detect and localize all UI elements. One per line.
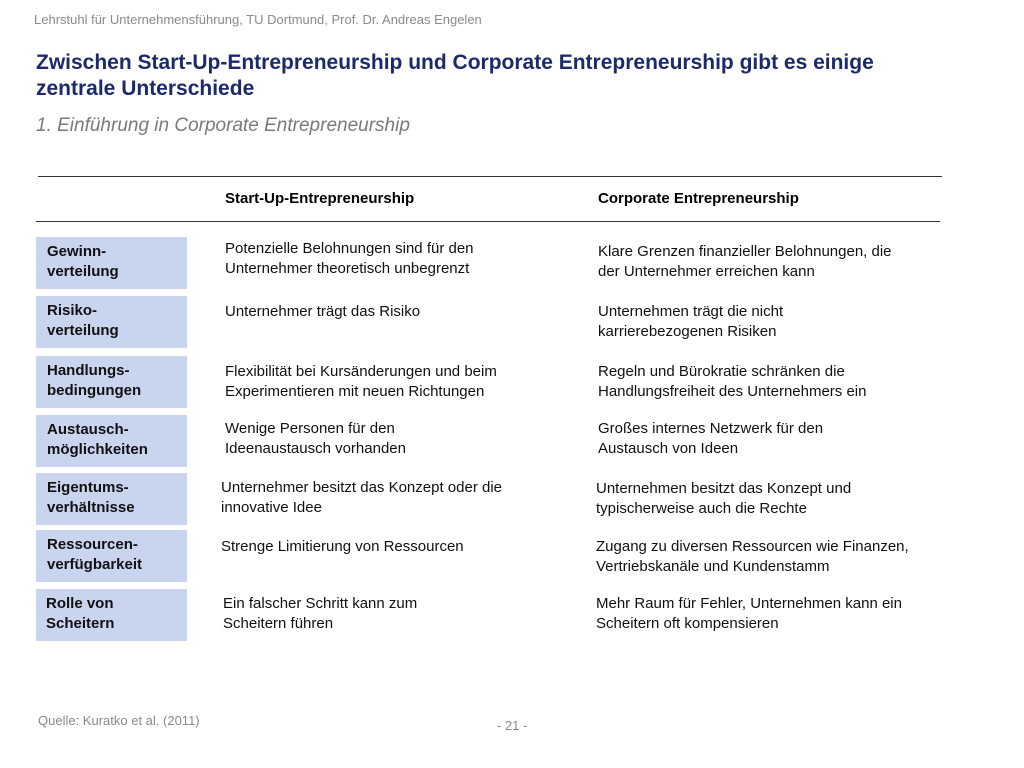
slide-subtitle: 1. Einführung in Corporate Entrepreneurship (36, 115, 410, 136)
cell-line: Mehr Raum für Fehler, Unternehmen kann ein (596, 595, 902, 612)
cell-startup-eigentumsverhaeltnisse (221, 478, 502, 518)
cell-startup-risikoverteilung (225, 302, 420, 322)
cell-corporate-gewinnverteilung (598, 242, 892, 282)
cell-line: Strenge Limitierung von Ressourcen (221, 538, 464, 555)
cell-startup-austauschmoeglichkeiten (225, 419, 406, 459)
cell-line: Flexibilität bei Kursänderungen und beim (225, 363, 497, 380)
cell-line: Regeln und Bürokratie schränken die (598, 363, 845, 380)
cell-corporate-risikoverteilung (598, 302, 783, 342)
row-label-line: Ressourcen- (47, 536, 138, 553)
cell-line: Wenige Personen für den (225, 420, 395, 437)
cell-line: karrierebezogenen Risiken (598, 323, 777, 340)
row-label-risikoverteilung (36, 296, 187, 348)
cell-corporate-ressourcenverfuegbarkeit (596, 537, 909, 577)
cell-line: Vertriebskanäle und Kundenstamm (596, 558, 830, 575)
slide-title (36, 50, 986, 102)
row-label-line: verfügbarkeit (47, 556, 143, 573)
cell-line: innovative Idee (221, 499, 322, 516)
row-label-line: möglichkeiten (47, 441, 148, 458)
table-rule-bottom (36, 221, 940, 222)
cell-startup-rolle-von-scheitern (223, 594, 417, 634)
cell-corporate-austauschmoeglichkeiten (598, 419, 823, 459)
row-label-line: verhältnisse (47, 499, 135, 516)
cell-line: Ideenaustausch vorhanden (225, 440, 406, 457)
slide-title-line-2: zentrale Unterschiede (36, 77, 255, 100)
row-label-ressourcenverfuegbarkeit (36, 530, 187, 582)
cell-line: Handlungsfreiheit des Unternehmers ein (598, 383, 867, 400)
row-label-rolle-von-scheitern (36, 589, 187, 641)
cell-line: typischerweise auch die Rechte (596, 500, 807, 517)
cell-line: Scheitern führen (223, 615, 334, 632)
row-label-eigentumsverhaeltnisse (36, 473, 187, 525)
cell-line: Unternehmer trägt das Risiko (225, 303, 421, 320)
page-number: - 21 - (497, 718, 528, 733)
cell-startup-gewinnverteilung (225, 239, 474, 279)
row-label-line: verteilung (47, 322, 119, 339)
header-line: Lehrstuhl für Unternehmensführung, TU Dortmund, Prof. Dr. Andreas Engelen (34, 12, 482, 27)
cell-line: Unternehmer besitzt das Konzept oder die (221, 479, 502, 496)
table-rule-top (38, 176, 942, 177)
cell-startup-ressourcenverfuegbarkeit (221, 537, 464, 557)
cell-startup-handlungsbedingungen (225, 362, 497, 402)
cell-line: Zugang zu diversen Ressourcen wie Finanzen, (596, 538, 909, 555)
row-label-line: Gewinn- (47, 243, 107, 260)
cell-corporate-handlungsbedingungen (598, 362, 866, 402)
cell-line: Großes internes Netzwerk für den (598, 420, 824, 437)
row-label-line: Handlungs- (47, 362, 130, 379)
row-label-austauschmoeglichkeiten (36, 415, 187, 467)
source-note: Quelle: Kuratko et al. (2011) (38, 713, 200, 728)
row-label-line: Eigentums- (47, 479, 129, 496)
cell-line: Experimentieren mit neuen Richtungen (225, 383, 485, 400)
row-label-line: verteilung (47, 263, 119, 280)
row-label-handlungsbedingungen (36, 356, 187, 408)
row-label-line: Austausch- (47, 421, 129, 438)
cell-line: der Unternehmer erreichen kann (598, 263, 815, 280)
cell-line: Scheitern oft kompensieren (596, 615, 779, 632)
row-label-line: Scheitern (46, 615, 115, 632)
row-label-line: Rolle von (46, 595, 114, 612)
cell-line: Ein falscher Schritt kann zum (223, 595, 418, 612)
row-label-gewinnverteilung (36, 237, 187, 289)
cell-line: Austausch von Ideen (598, 440, 739, 457)
cell-line: Klare Grenzen finanzieller Belohnungen, die (598, 243, 892, 260)
cell-line: Potenzielle Belohnungen sind für den (225, 240, 474, 257)
column-header-startup: Start-Up-Entrepreneurship (225, 190, 415, 207)
column-header-corporate: Corporate Entrepreneurship (598, 190, 799, 207)
cell-corporate-rolle-von-scheitern (596, 594, 902, 634)
cell-line: Unternehmer theoretisch unbegrenzt (225, 260, 470, 277)
row-label-line: bedingungen (47, 382, 142, 399)
cell-corporate-eigentumsverhaeltnisse (596, 479, 851, 519)
cell-line: Unternehmen trägt die nicht (598, 303, 784, 320)
cell-line: Unternehmen besitzt das Konzept und (596, 480, 852, 497)
slide-title-line-1: Zwischen Start-Up-Entrepreneurship und Corporate Entrepreneurship gibt es einige (36, 51, 874, 74)
row-label-line: Risiko- (47, 302, 98, 319)
